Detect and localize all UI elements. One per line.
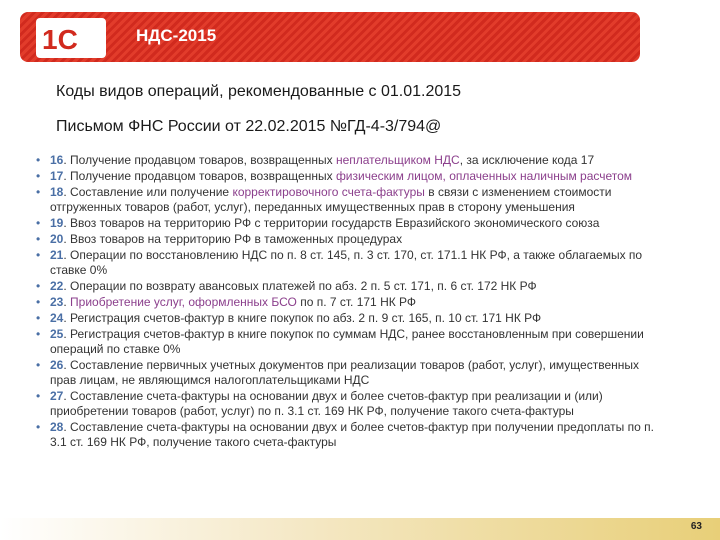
list-item: • 26. Составление первичных учетных документов при реализации товаров (работ, услуг), имущественных прав лицам, не являющимся налогоплательщиками НДС xyxy=(36,358,666,388)
operation-codes-list xyxy=(36,153,666,451)
code-number: 17 xyxy=(50,169,64,183)
subtitle-line-1: Коды видов операций, рекомендованные с 01.01.2015 xyxy=(56,83,462,100)
list-item: • 25. Регистрация счетов-фактур в книге покупок по суммам НДС, ранее восстановленным при совершении операций по ставке 0% xyxy=(36,327,666,357)
code-number: 26 xyxy=(50,358,64,372)
list-item: • 21. Операции по восстановлению НДС по п. 8 ст. 145, п. 3 ст. 170, ст. 171.1 НК РФ, а также облагаемых по ставке 0% xyxy=(36,248,666,278)
footer-bar xyxy=(0,518,720,540)
code-number: 22 xyxy=(50,279,64,293)
code-number: 27 xyxy=(50,389,64,403)
list-item: • 18. Составление или получение корректировочного счета-фактуры в связи с изменением стоимости отгруженных товаров (работ, услуг), переданных имущественных прав в сторону уменьшения xyxy=(36,185,666,215)
logo-text: 1С xyxy=(42,24,78,55)
code-number: 18 xyxy=(50,185,64,199)
list-item: • 22. Операции по возврату авансовых платежей по абз. 2 п. 5 ст. 171, п. 6 ст. 172 НК РФ xyxy=(36,279,666,294)
list-item: • 27. Составление счета-фактуры на основании двух и более счетов-фактур при реализации и (или) приобретении товаров (работ, услуг) по п. 3.1 ст. 169 НК РФ, получение такого счета-фактуры xyxy=(36,389,666,419)
header-band xyxy=(20,12,640,62)
code-number: 20 xyxy=(50,232,64,246)
list-item: • 20. Ввоз товаров на территорию РФ в таможенных процедурах xyxy=(36,232,666,247)
list-item: • 16. Получение продавцом товаров, возвращенных неплательщиком НДС, за исключение кода 17 xyxy=(36,153,666,168)
list-item: • 23. Приобретение услуг, оформленных БСО по п. 7 ст. 171 НК РФ xyxy=(36,295,666,310)
code-number: 28 xyxy=(50,420,64,434)
code-number: 19 xyxy=(50,216,64,230)
subtitle-line-2: Письмом ФНС России от 22.02.2015 №ГД-4-3/794@ xyxy=(56,118,442,135)
code-number: 25 xyxy=(50,327,64,341)
code-number: 24 xyxy=(50,311,64,325)
code-number: 16 xyxy=(50,153,64,167)
1c-logo-icon xyxy=(36,18,106,58)
list-item: • 28. Составление счета-фактуры на основании двух и более счетов-фактур при получении предоплаты по п. 3.1 ст. 169 НК РФ, получение такого счета-фактуры xyxy=(36,420,666,450)
header-bar xyxy=(0,0,720,72)
list-item: • 24. Регистрация счетов-фактур в книге покупок по абз. 2 п. 9 ст. 165, п. 10 ст. 171 НК РФ xyxy=(36,311,666,326)
list-item: • 19. Ввоз товаров на территорию РФ с территории государств Евразийского экономического союза xyxy=(36,216,666,231)
code-number: 23 xyxy=(50,295,64,309)
code-number: 21 xyxy=(50,248,64,262)
slide-title: НДС-2015 xyxy=(136,26,217,45)
page-number: 63 xyxy=(690,521,702,532)
list-item: • 17. Получение продавцом товаров, возвращенных физическим лицом, оплаченных наличным расчетом xyxy=(36,169,666,184)
